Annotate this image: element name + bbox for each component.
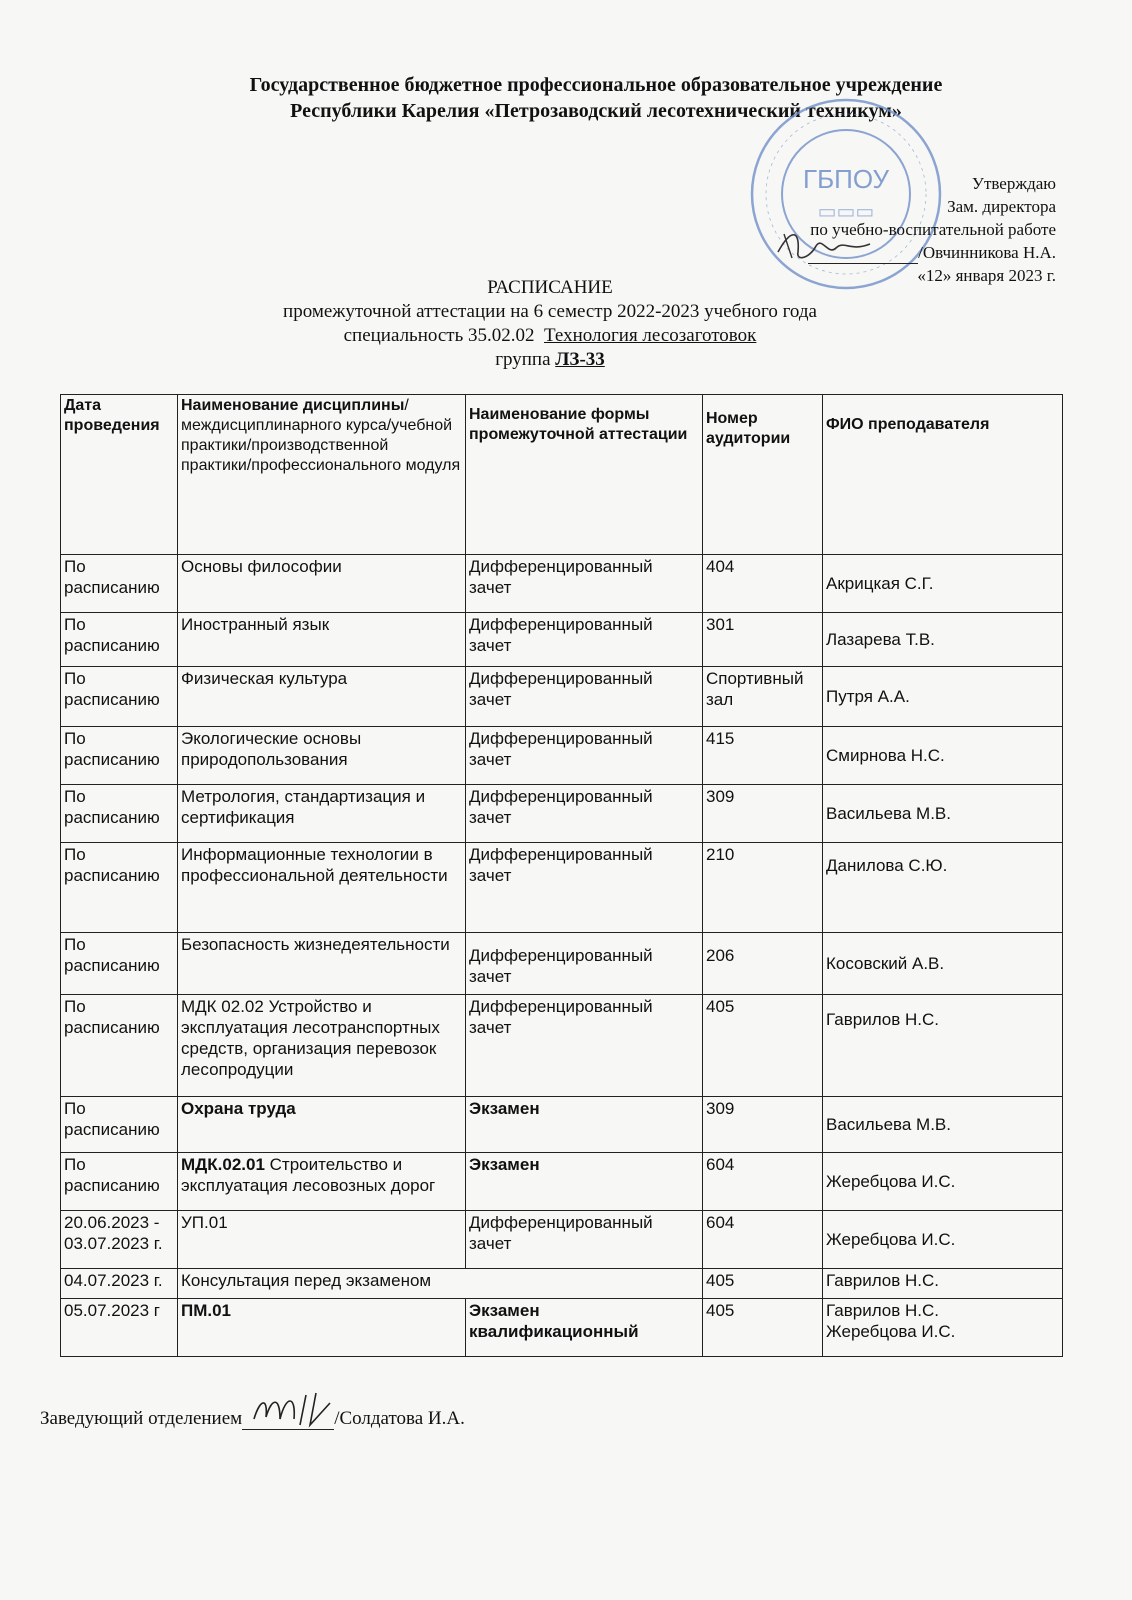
table-row <box>61 1097 1063 1153</box>
header-room: Номер аудитории <box>703 395 823 555</box>
cell-room: 415 <box>703 727 823 785</box>
cell-form: Дифференцированный зачет <box>466 613 703 667</box>
cell-discipline-name: Строительство и эксплуатация лесовозных дорог <box>181 1155 436 1195</box>
group-line <box>180 348 920 372</box>
header-form: Наименование формы промежуточной аттестации <box>466 395 703 555</box>
cell-discipline: МДК 02.02 Устройство и эксплуатация лесотранспортных средств, организация перевозок лесопродуции <box>178 995 466 1097</box>
table-row <box>61 995 1063 1097</box>
table-row <box>61 667 1063 727</box>
footer-name: /Солдатова И.А. <box>334 1408 465 1429</box>
header-discipline-bold: Наименование дисциплины <box>181 397 405 414</box>
cell-room: 309 <box>703 785 823 843</box>
header-discipline <box>178 395 466 555</box>
cell-teacher: Лазарева Т.В. <box>823 613 1063 667</box>
cell-teacher: Данилова С.Ю. <box>823 843 1063 933</box>
approval-line-1: Утверждаю <box>971 174 1056 193</box>
cell-room: 309 <box>703 1097 823 1153</box>
cell-form: Экзамен <box>466 1153 703 1211</box>
cell-form: Экзамен <box>466 1097 703 1153</box>
approval-name: /Овчинникова Н.А. <box>918 243 1056 262</box>
cell-discipline: Основы философии <box>178 555 466 613</box>
institution-line-1: Государственное бюджетное профессиональное образовательное учреждение <box>249 74 943 96</box>
cell-form: Дифференцированный зачет <box>466 667 703 727</box>
cell-discipline: Физическая культура <box>178 667 466 727</box>
institution-header <box>0 72 1132 124</box>
table-row <box>61 785 1063 843</box>
cell-room: 405 <box>703 1299 823 1357</box>
cell-date: По расписанию <box>61 1097 178 1153</box>
cell-room: 206 <box>703 933 823 995</box>
group-name: ЛЗ-33 <box>555 349 605 370</box>
cell-teacher: Васильева М.В. <box>823 785 1063 843</box>
cell-room: 301 <box>703 613 823 667</box>
table-row <box>61 1211 1063 1269</box>
cell-teacher: Гаврилов Н.С. <box>823 1269 1063 1299</box>
header-teacher: ФИО преподавателя <box>823 395 1063 555</box>
cell-room: 604 <box>703 1153 823 1211</box>
cell-discipline <box>178 1153 466 1211</box>
table-row <box>61 555 1063 613</box>
header-discipline-rest: /междисциплинарного курса/учебной практики/производственной практики/профессионального модуля <box>181 397 461 474</box>
cell-date: По расписанию <box>61 1153 178 1211</box>
specialty-line <box>180 324 920 348</box>
approval-line-2: Зам. директора <box>947 197 1056 216</box>
cell-discipline: Безопасность жизнедеятельности <box>178 933 466 995</box>
cell-room: Спортивный зал <box>703 667 823 727</box>
cell-date: 05.07.2023 г <box>61 1299 178 1357</box>
stamp-text: ГБПОУ <box>803 164 889 194</box>
footer-signature <box>40 1408 465 1430</box>
table-row <box>61 933 1063 995</box>
document-subtitle: промежуточной аттестации на 6 семестр 2022-2023 учебного года <box>283 301 817 322</box>
cell-form: Дифференцированный зачет <box>466 1211 703 1269</box>
specialty-code: специальность 35.02.02 <box>343 325 535 346</box>
cell-discipline: Охрана труда <box>178 1097 466 1153</box>
cell-discipline-code: МДК.02.01 <box>181 1155 265 1174</box>
cell-form: Дифференцированный зачет <box>466 727 703 785</box>
approval-line-3: по учебно-воспитательной работе <box>810 220 1056 239</box>
cell-discipline: Консультация перед экзаменом <box>178 1269 703 1299</box>
cell-teacher: Гаврилов Н.С. <box>823 995 1063 1097</box>
table-row <box>61 843 1063 933</box>
approval-signature <box>770 222 880 266</box>
cell-form: Дифференцированный зачет <box>466 843 703 933</box>
svg-text:▭▭▭: ▭▭▭ <box>817 201 875 223</box>
cell-room: 404 <box>703 555 823 613</box>
cell-discipline: УП.01 <box>178 1211 466 1269</box>
cell-teacher-1: Гаврилов Н.С. <box>826 1301 940 1320</box>
table-row <box>61 613 1063 667</box>
document-title: РАСПИСАНИЕ <box>487 277 613 298</box>
cell-teacher <box>823 1299 1063 1357</box>
cell-form: Дифференцированный зачет <box>466 995 703 1097</box>
cell-teacher: Смирнова Н.С. <box>823 727 1063 785</box>
table-header-row <box>61 395 1063 555</box>
cell-date: По расписанию <box>61 843 178 933</box>
cell-teacher-2: Жеребцова И.С. <box>826 1322 956 1341</box>
cell-date: 04.07.2023 г. <box>61 1269 178 1299</box>
cell-room: 405 <box>703 1269 823 1299</box>
cell-room: 604 <box>703 1211 823 1269</box>
header-date: Дата проведения <box>61 395 178 555</box>
cell-teacher: Косовский А.В. <box>823 933 1063 995</box>
cell-date: По расписанию <box>61 995 178 1097</box>
cell-date: По расписанию <box>61 727 178 785</box>
cell-teacher: Жеребцова И.С. <box>823 1153 1063 1211</box>
institution-line-2: Республики Карелия «Петрозаводский лесотехнический техникум» <box>290 100 902 122</box>
cell-date: По расписанию <box>61 785 178 843</box>
cell-date: По расписанию <box>61 933 178 995</box>
table-row <box>61 727 1063 785</box>
footer-label: Заведующий отделением <box>40 1408 243 1429</box>
cell-form: Дифференцированный зачет <box>466 785 703 843</box>
cell-discipline: Метрология, стандартизация и сертификация <box>178 785 466 843</box>
cell-form: Дифференцированный зачет <box>466 933 703 995</box>
schedule-table <box>60 394 1063 1357</box>
cell-teacher: Путря А.А. <box>823 667 1063 727</box>
cell-date: По расписанию <box>61 667 178 727</box>
cell-teacher: Жеребцова И.С. <box>823 1211 1063 1269</box>
footer-signature-line <box>242 1411 334 1430</box>
group-label: группа <box>495 349 551 370</box>
cell-room: 210 <box>703 843 823 933</box>
cell-discipline: ПМ.01 <box>178 1299 466 1357</box>
approval-date: «12» января 2023 г. <box>917 266 1056 285</box>
document-title-block <box>180 276 920 372</box>
cell-discipline: Иностранный язык <box>178 613 466 667</box>
cell-discipline: Информационные технологии в профессиональной деятельности <box>178 843 466 933</box>
table-row <box>61 1299 1063 1357</box>
cell-teacher: Васильева М.В. <box>823 1097 1063 1153</box>
cell-date: По расписанию <box>61 555 178 613</box>
cell-form: Дифференцированный зачет <box>466 555 703 613</box>
cell-form: Экзамен квалификационный <box>466 1299 703 1357</box>
cell-date: 20.06.2023 - 03.07.2023 г. <box>61 1211 178 1269</box>
cell-discipline: Экологические основы природопользования <box>178 727 466 785</box>
cell-room: 405 <box>703 995 823 1097</box>
cell-teacher: Акрицкая С.Г. <box>823 555 1063 613</box>
table-row <box>61 1269 1063 1299</box>
specialty-name: Технология лесозаготовок <box>544 325 757 346</box>
table-row <box>61 1153 1063 1211</box>
cell-date: По расписанию <box>61 613 178 667</box>
footer-signature-mark <box>250 1389 340 1429</box>
